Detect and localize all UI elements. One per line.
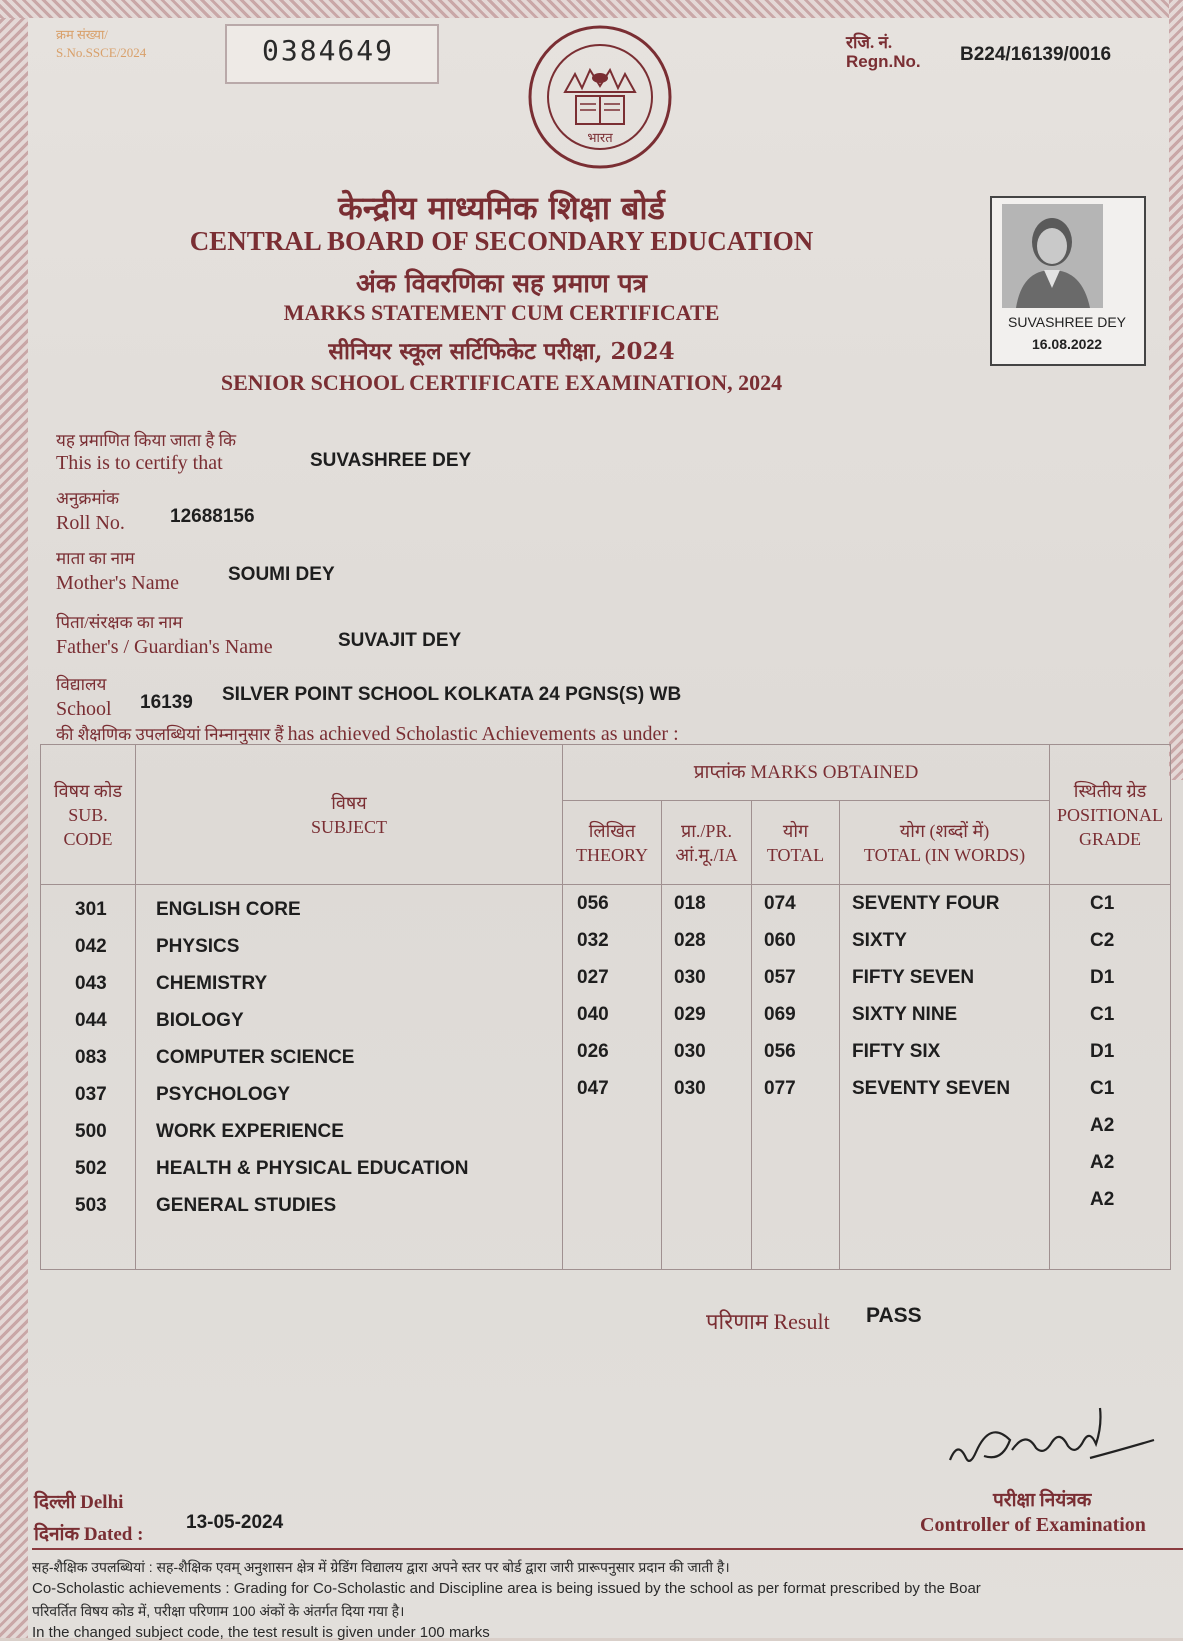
total-cell [764,1181,839,1218]
practical-cell: 030 [674,1041,706,1062]
dated-label: दिनांक Dated : [34,1524,144,1545]
regn-value: B224/16139/0016 [960,44,1112,65]
footnote-2-hi: परिवर्तित विषय कोड में, परीक्षा परिणाम 100 अंकों के अंतर्गत दिया गया है। [32,1603,405,1619]
header-marks-obtained: प्राप्तांक MARKS OBTAINED [563,745,1050,801]
achieved-line [56,722,679,746]
grade-cell: C2 [1090,930,1115,951]
sub-code-cell: 500 [75,1121,107,1142]
practical-cell: 029 [674,1004,706,1025]
theory-cell [577,1181,661,1218]
header-subject: विषय SUBJECT [136,745,563,885]
theory-cell: 040 [577,1004,609,1025]
grade-cell: D1 [1090,1041,1115,1062]
sub-code-cell: 043 [75,973,107,994]
school-label-en: School [56,698,112,720]
header-positional-grade: स्थितीय ग्रेड POSITIONAL GRADE [1050,745,1171,885]
certify-label-hi: यह प्रमाणित किया जाता है कि [56,431,237,450]
header-sub-code: विषय कोड SUB. CODE [41,745,136,885]
school-name: SILVER POINT SCHOOL KOLKATA 24 PGNS(S) WB [222,684,682,705]
practical-cell: 030 [674,967,706,988]
theory-cell: 032 [577,930,609,951]
footnote-2-en: In the changed subject code, the test result is given under 100 marks [32,1624,490,1641]
mother-name: SOUMI DEY [228,564,335,585]
total-cell: 057 [764,967,796,988]
total-words-cell: FIFTY SIX [852,1041,941,1062]
grade-cell: D1 [1090,967,1115,988]
practical-cell: 030 [674,1078,706,1099]
subject-cell: ENGLISH CORE [156,899,301,920]
security-border-right [1169,0,1183,780]
grade-cell: A2 [1090,1115,1115,1136]
sub-code-cell: 037 [75,1084,107,1105]
board-title-en: CENTRAL BOARD OF SECONDARY EDUCATION [189,226,814,256]
subject-cell: WORK EXPERIENCE [156,1121,344,1142]
cbse-logo-emblem [520,22,680,177]
regn-label-en: Regn.No. [846,52,921,71]
theory-cell: 056 [577,893,609,914]
total-cell: 074 [764,893,796,914]
total-cell: 056 [764,1041,796,1062]
roll-number: 12688156 [170,506,255,527]
footer-divider [32,1548,1183,1550]
total-cell [764,1144,839,1181]
roll-label-en: Roll No. [56,512,125,534]
sub-code-cell: 301 [75,899,107,920]
theory-cell: 027 [577,967,609,988]
father-label-en: Father's / Guardian's Name [56,636,273,658]
header-total-words: योग (शब्दों में) TOTAL (IN WORDS) [840,801,1050,885]
total-words-cell: SIXTY NINE [852,1004,958,1025]
exam-title-hi: सीनियर स्कूल सर्टिफिकेट परीक्षा, 2024 [328,338,675,365]
school-label-hi: विद्यालय [56,675,107,694]
achieved-label-hi: की शैक्षणिक उपलब्धियां निम्नानुसार हैं [56,725,284,744]
subject-cell: GENERAL STUDIES [156,1195,337,1216]
col-theory [563,885,662,1270]
total-cell: 069 [764,1004,796,1025]
subject-cell: BIOLOGY [156,1010,244,1031]
footnote-1-hi: सह-शैक्षिक उपलब्धियां : सह-शैक्षिक एवम् अनुशासन क्षेत्र में ग्रेडिंग विद्यालय द्वारा अपने स्तर पर बोर्ड द्वारा जारी प्रारूपनुसार प्रदान की जाती है। [32,1559,730,1575]
col-total [752,885,840,1270]
exam-title-en: SENIOR SCHOOL CERTIFICATE EXAMINATION, 2024 [220,370,783,395]
sub-code-cell: 083 [75,1047,107,1068]
total-cell [764,1107,839,1144]
total-words-cell: SEVENTY SEVEN [852,1078,1011,1099]
total-words-cell: FIFTY SEVEN [852,967,975,988]
photo-caption-date: 16.08.2022 [1031,336,1103,352]
serial-number: 0384649 [262,34,395,67]
photo-caption-name: SUVASHREE DEY [1008,314,1126,330]
total-words-cell: SIXTY [852,930,907,951]
sub-code-cell: 502 [75,1158,107,1179]
result-value: PASS [866,1304,922,1327]
serial-label-faded: क्रम संख्या/ S.No.SSCE/2024 [56,27,147,60]
sub-code-cell: 503 [75,1195,107,1216]
sub-code-cell: 044 [75,1010,107,1031]
result-label: परिणाम Result [706,1309,830,1334]
header-practical: प्रा./PR. आं.मू./IA [662,801,752,885]
practical-cell: 028 [674,930,706,951]
practical-cell: 018 [674,893,706,914]
logo-text: भारत [587,131,613,146]
school-code: 16139 [140,692,193,713]
grade-cell: C1 [1090,1004,1115,1025]
roll-label-hi: अनुक्रमांक [56,489,120,508]
regn-label-hi: रजि. नं. [846,33,893,52]
practical-cell [674,1144,751,1181]
statement-title-en: MARKS STATEMENT CUM CERTIFICATE [283,300,720,325]
marks-table [40,744,1171,1270]
candidate-name: SUVASHREE DEY [310,450,472,471]
total-words-cell [852,1181,1049,1218]
subject-cell: HEALTH & PHYSICAL EDUCATION [156,1158,469,1179]
statement-title-hi: अंक विवरणिका सह प्रमाण पत्र [356,269,647,299]
footnote-1-en: Co-Scholastic achievements : Grading for Co-Scholastic and Discipline area is being issued by the school as per format prescribed by the Boar [32,1580,981,1597]
subject-cell: PHYSICS [156,936,240,957]
certify-label-en: This is to certify that [56,452,223,474]
mother-label-hi: माता का नाम [56,549,135,568]
grade-cell: C1 [1090,1078,1115,1099]
col-total-words [840,885,1050,1270]
total-cell: 077 [764,1078,796,1099]
grade-cell: A2 [1090,1189,1115,1210]
subject-cell: PSYCHOLOGY [156,1084,291,1105]
grade-cell: A2 [1090,1152,1115,1173]
theory-cell: 047 [577,1078,609,1099]
total-words-cell [852,1144,1049,1181]
place-label: दिल्ली Delhi [34,1492,124,1513]
practical-cell [674,1181,751,1218]
father-label-hi: पिता/संरक्षक का नाम [56,613,183,632]
achieved-label-en: has achieved Scholastic Achievements as under : [287,723,679,745]
subject-cell: COMPUTER SCIENCE [156,1047,355,1068]
col-subject [136,885,563,1270]
subject-cell: CHEMISTRY [156,973,268,994]
header-total: योग TOTAL [752,801,840,885]
practical-cell [674,1107,751,1144]
grade-cell: C1 [1090,893,1115,914]
controller-label-hi: परीक्षा नियंत्रक [993,1490,1092,1511]
col-grade [1050,885,1171,1270]
dated-value: 13-05-2024 [186,1512,284,1533]
mother-label-en: Mother's Name [56,572,180,594]
col-sub-code [41,885,136,1270]
theory-cell: 026 [577,1041,609,1062]
security-border-top [0,0,1183,18]
candidate-photo [1002,204,1103,308]
sub-code-cell: 042 [75,936,107,957]
header-theory: लिखित THEORY [563,801,662,885]
total-words-cell [852,1107,1049,1144]
col-practical [662,885,752,1270]
theory-cell [577,1107,661,1144]
father-name: SUVAJIT DEY [338,630,462,651]
controller-signature [940,1400,1160,1480]
board-title-hi: केन्द्रीय माध्यमिक शिक्षा बोर्ड [338,189,665,227]
total-cell: 060 [764,930,796,951]
theory-cell [577,1144,661,1181]
controller-label-en: Controller of Examination [920,1514,1146,1536]
total-words-cell: SEVENTY FOUR [852,893,1000,914]
